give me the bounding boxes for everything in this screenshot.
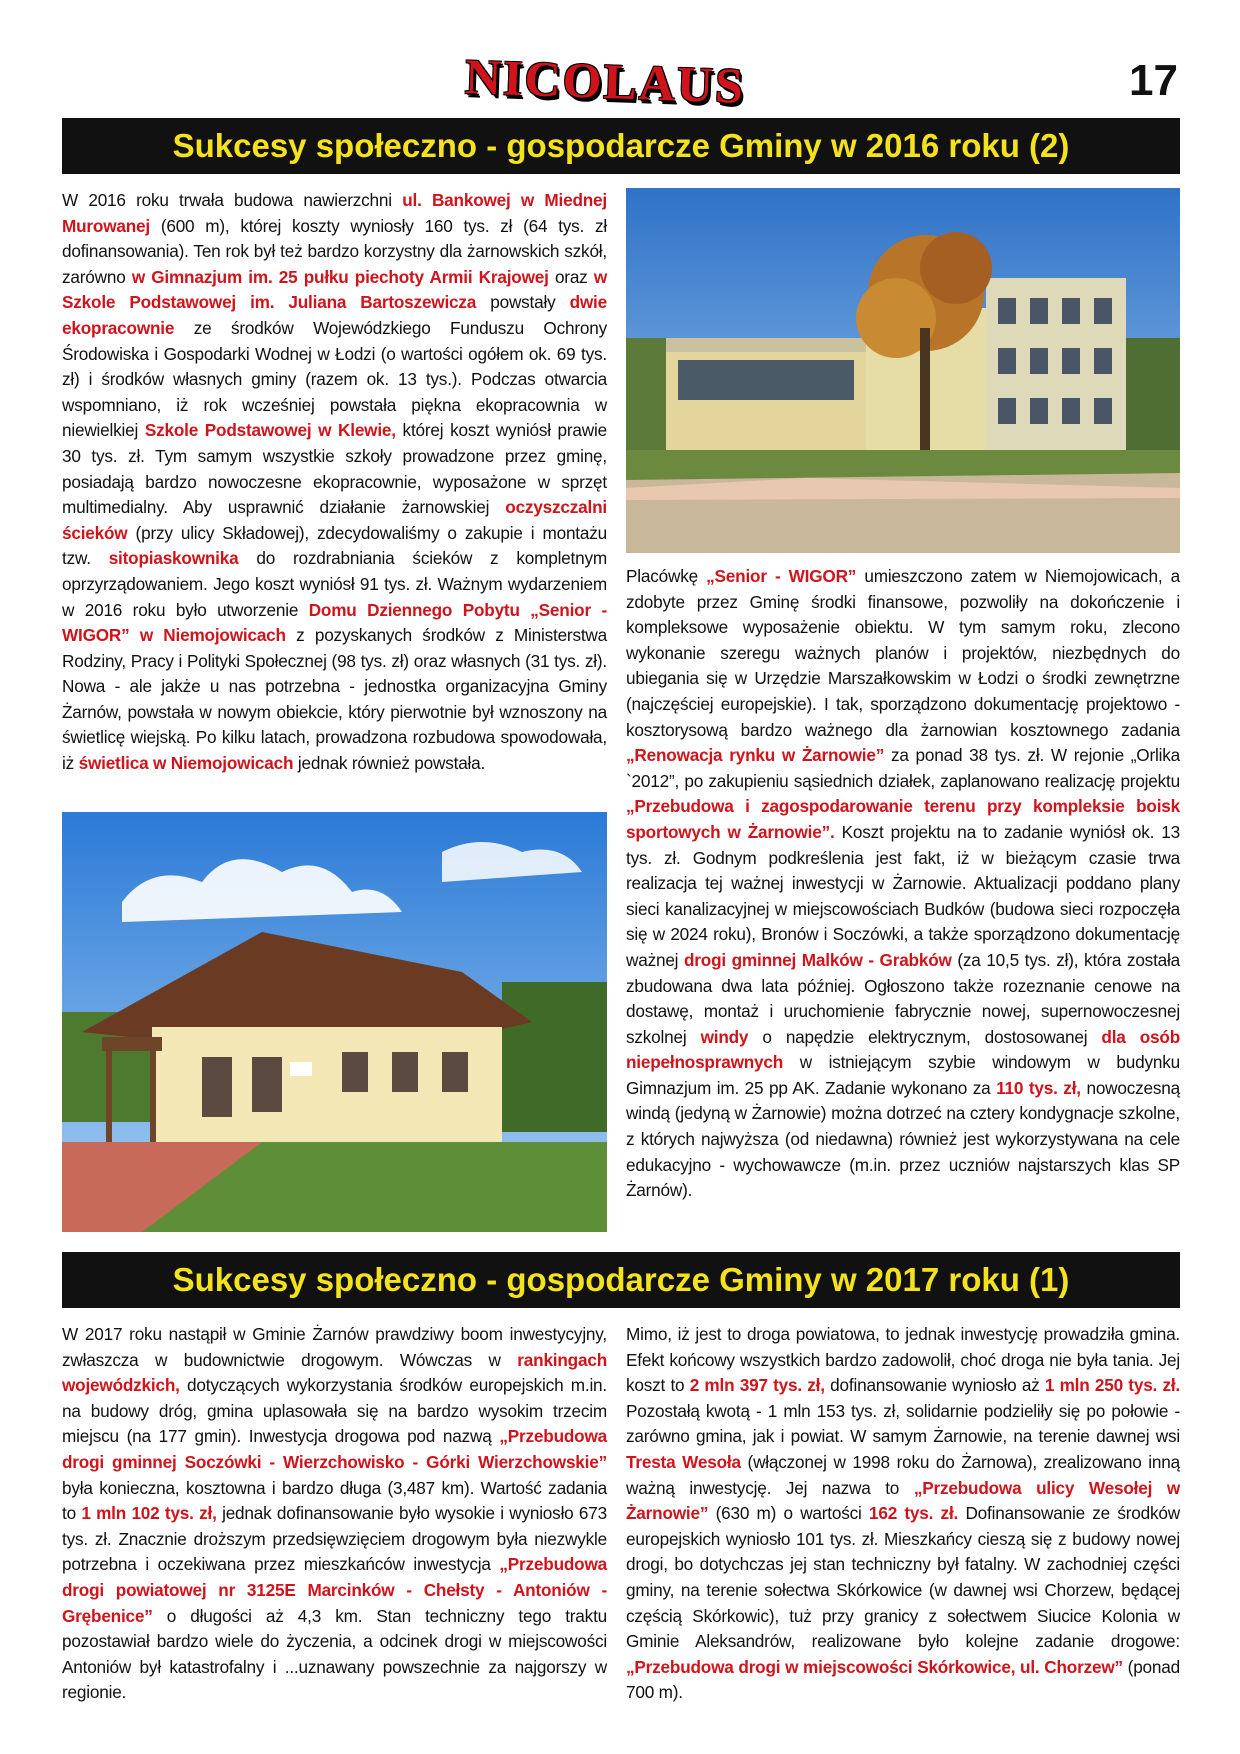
body-text: (za 10,5 tys. zł), która została zbudowana dwa lata później. Ogłoszono także rozeznanie cenowe na dostawę, montaż i uruchomienie fabrycznie nowej, supernowoczesnej szkolnej xyxy=(626,949,1180,1047)
body-text: Koszt projektu na to zadanie wyniósł ok. 13 tys. zł. Godnym podkreślenia jest fakt, iż w bieżącym czasie trwa realizacja tej ważnej inwestycji w Żarnowie. Aktualizacji poddano plany sieci kanalizacyjnej w miejscowościach Budków (budowa sieci rozpoczęła się w 2024 roku), Bronów i Soczówki, a także sporządzono dokumentację ważnej xyxy=(626,821,1181,970)
highlighted-text: w Gimnazjum im. 25 pułku piechoty Armii Krajowej xyxy=(131,266,549,287)
body-text: Mimo, iż jest to droga powiatowa, to jednak inwestycję prowadziła gmina. Efekt końcowy wszystkich bardzo zadowolił, choć droga nie była tania. Jej koszt to xyxy=(626,1324,1180,1396)
highlighted-text: „Przebudowa drogi w miejscowości Skórkowice, ul. Chorzew” xyxy=(626,1656,1123,1677)
highlighted-text: „Renowacja rynku w Żarnowie” xyxy=(626,745,885,766)
highlighted-text: „Przebudowa ulicy Wesołej w Żarnowie” xyxy=(626,1477,1181,1524)
highlighted-text: Domu Dziennego Pobytu „Senior - WIGOR” w Niemojowicach xyxy=(62,599,607,646)
section-1-banner xyxy=(62,118,1180,174)
highlighted-text: Tresta Wesoła xyxy=(626,1451,741,1472)
highlighted-text: rankingach wojewódzkich, xyxy=(62,1349,607,1396)
senior-wigor-building-photo xyxy=(62,812,607,1232)
highlighted-text: windy xyxy=(700,1026,749,1047)
page-number: 17 xyxy=(1129,56,1178,105)
highlighted-text: 1 mln 250 tys. zł. xyxy=(1044,1375,1181,1396)
highlighted-text: dla osób niepełnosprawnych xyxy=(626,1026,1180,1073)
section-1-left-column xyxy=(62,188,607,777)
highlighted-text: dwie ekopracownie xyxy=(62,292,607,338)
highlighted-text: Szkole Podstawowej w Klewie, xyxy=(144,420,396,441)
body-text: W 2017 roku nastąpił w Gminie Żarnów prawdziwy boom inwestycyjny, zwłaszcza w budownictwie drogowym. Wówczas w xyxy=(62,1324,607,1370)
body-text: (ponad 700 m). xyxy=(626,1656,1180,1703)
body-text: za ponad 38 tys. zł. W rejonie „Orlika `2012”, po zakupieniu sąsiednich działek, zaplanowano realizację projektu xyxy=(626,745,1180,791)
highlighted-text: „Przebudowa drogi gminnej Soczówki - Wierzchowisko - Górki Wierzchowskie” xyxy=(62,1426,607,1472)
highlighted-text: w Szkole Podstawowej im. Juliana Bartoszewicza xyxy=(62,266,607,313)
body-text: (włączonej w 1998 roku do Żarnowa), zrealizowano inną ważną inwestycję. Jej nazwa to xyxy=(626,1451,1180,1498)
body-text: oraz xyxy=(548,266,594,287)
section-2-right-column xyxy=(626,1322,1180,1706)
body-text: Dofinansowanie ze środków europejskich wyniosło 101 tys. zł. Mieszkańcy cieszą się z budowy nowej drogi, bo dotychczas jej stan techniczny był fatalny. W zachodniej części gminy, na terenie sołectwa Skórkowice (w dawnej wsi Chorzew, będącej częścią Skórkowic), tuż przy granicy z sołectwem Siucice Kolonia w Gminie Aleksandrów, realizowane było kolejne zadanie drogowe: xyxy=(626,1503,1180,1652)
body-text: (630 m) o wartości xyxy=(708,1503,869,1524)
body-text: Pozostałą kwotą - 1 mln 153 tys. zł, solidarnie podzieliły się po połowie - zarówno gmina, jak i powiat. W samym Żarnowie, na terenie dawnej wsi xyxy=(626,1400,1180,1447)
highlighted-text: 1 mln 102 tys. zł, xyxy=(81,1503,217,1524)
body-text: W 2016 roku trwała budowa nawierzchni xyxy=(62,190,403,210)
highlighted-text: oczyszczalni ścieków xyxy=(62,497,607,543)
highlighted-text: 2 mln 397 tys. zł, xyxy=(689,1375,825,1396)
body-text: w istniejącym szybie windowym w budynku Gimnazjum im. 25 pp AK. Zadanie wykonano za xyxy=(626,1052,1180,1098)
highlighted-text: 162 tys. zł. xyxy=(868,1503,959,1524)
highlighted-text: ul. Bankowej w Miednej Murowanej xyxy=(62,190,607,236)
highlighted-text: „Senior - WIGOR” xyxy=(706,566,857,586)
body-text: (przy ulicy Składowej), zdecydowaliśmy o zakupie i montażu tzw. xyxy=(62,522,607,569)
highlighted-text: świetlica w Niemojowicach xyxy=(78,753,294,774)
highlighted-text: „Przebudowa drogi powiatowej nr 3125E Marcinków - Chełsty - Antoniów - Grębenice” xyxy=(62,1554,607,1626)
body-text: o napędzie elektrycznym, dostosowanej xyxy=(748,1026,1102,1047)
section-1-heading: Sukcesy społeczno - gospodarcze Gminy w 2016 roku (2) xyxy=(172,127,1070,164)
school-building-photo xyxy=(626,188,1180,553)
body-text: umieszczono zatem w Niemojowicach, a zdobyte przez Gminę środki finansowe, pozwoliły na dokończenie i kompleksowe wyposażenie obiektu. W tym samym roku, zlecono wykonanie szeregu ważnych planów i projektów, niezbędnych do ubiegania się w Urzędzie Marszałkowskim w Łodzi o środki zewnętrzne (najczęściej europejskie). I tak, sporządzono dokumentację projektowo - kosztorysową bardzo ważnego dla żarnowian kosztownego zadania xyxy=(626,566,1180,740)
body-text: której koszt wyniósł prawie 30 tys. zł. Tym samym wszystkie szkoły prowadzone przez gminę, posiadają bardzo nowoczesne ekopracownie, wyposażone w sprzęt multimedialny. Aby usprawnić działanie żarnowskiej xyxy=(62,420,607,518)
body-text: do rozdrabniania ścieków z kompletnym oprzyrządowaniem. Jego koszt wyniósł 91 tys. zł. Ważnym wydarzeniem w 2016 roku było utworzenie xyxy=(62,548,607,620)
body-text: dotyczących wykorzystania środków europejskich m.in. na budowy dróg, gmina uplasowała się na bardzo wysokim trzecim miejscu (na 177 gmin). Inwestycja drogowa pod nazwą xyxy=(62,1375,607,1447)
body-text: dofinansowanie wyniosło aż xyxy=(824,1375,1045,1396)
masthead-title: NICOLAUS xyxy=(464,48,746,114)
section-2-banner xyxy=(62,1252,1180,1308)
highlighted-text: drogi gminnej Malków - Grabków xyxy=(683,949,952,970)
body-text: jednak również powstała. xyxy=(293,753,486,774)
body-text: powstały xyxy=(476,292,570,313)
masthead xyxy=(380,48,830,114)
body-text: o długości aż 4,3 km. Stan techniczny tego traktu pozostawiał bardzo wiele do życzenia, a odcinek drogi w miejscowości Antoniów był katastrofalny i ...uznawany powszechnie za najgorszy w regionie. xyxy=(62,1605,607,1703)
highlighted-text: sitopiaskownika xyxy=(108,548,239,569)
section-1-right-column xyxy=(626,564,1180,1204)
body-text: (600 m), której koszty wyniosły 160 tys. zł (64 tys. zł dofinansowania). Ten rok był też bardzo korzystny dla żarnowskich szkół, zarówno xyxy=(62,215,607,287)
highlighted-text: „Przebudowa i zagospodarowanie terenu przy kompleksie boisk sportowych w Żarnowie”. xyxy=(626,796,1180,842)
section-2-left-column xyxy=(62,1322,607,1706)
body-text: ze środków Wojewódzkiego Funduszu Ochrony Środowiska i Gospodarki Wodnej w Łodzi (o wartości ogółem ok. 69 tys. zł) i środków własnych gminy (razem ok. 13 tys.). Podczas otwarcia wspomniano, iż rok wcześniej powstała piękna ekopracownia w niewielkiej xyxy=(62,317,607,441)
section-2-heading: Sukcesy społeczno - gospodarcze Gminy w 2017 roku (1) xyxy=(172,1261,1070,1298)
body-text: była konieczna, kosztowna i bardzo długa (3,487 km). Wartość zadania to xyxy=(62,1477,607,1524)
body-text: jednak dofinansowanie było wysokie i wyniosło 673 tys. zł. Znacznie droższym przedsięwzięciem drogowym była niezwykle potrzebna i oczekiwana przez mieszkańców inwestycja xyxy=(62,1503,608,1575)
highlighted-text: 110 tys. zł, xyxy=(996,1077,1081,1098)
body-text: nowoczesną windą (jedyną w Żarnowie) można dotrzeć na cztery kondygnacje szkolne, z których najwyższa (od niedawna) również jest wykorzystywana na cele edukacyjno - wychowawcze (m.in. przez uczniów najstarszych klas SP Żarnów). xyxy=(626,1077,1181,1201)
body-text: z pozyskanych środków z Ministerstwa Rodziny, Pracy i Polityki Społecznej (98 tys. zł) oraz własnych (31 tys. zł). Nowa - ale jakże u nas potrzebna - jednostka organizacyjna Gminy Żarnów, powstała w nowym obiekcie, który pierwotnie był wznoszony na świetlicę wiejską. Po kilku latach, prowadzona rozbudowa spowodowała, iż xyxy=(62,625,607,774)
body-text: Placówkę xyxy=(626,566,707,586)
